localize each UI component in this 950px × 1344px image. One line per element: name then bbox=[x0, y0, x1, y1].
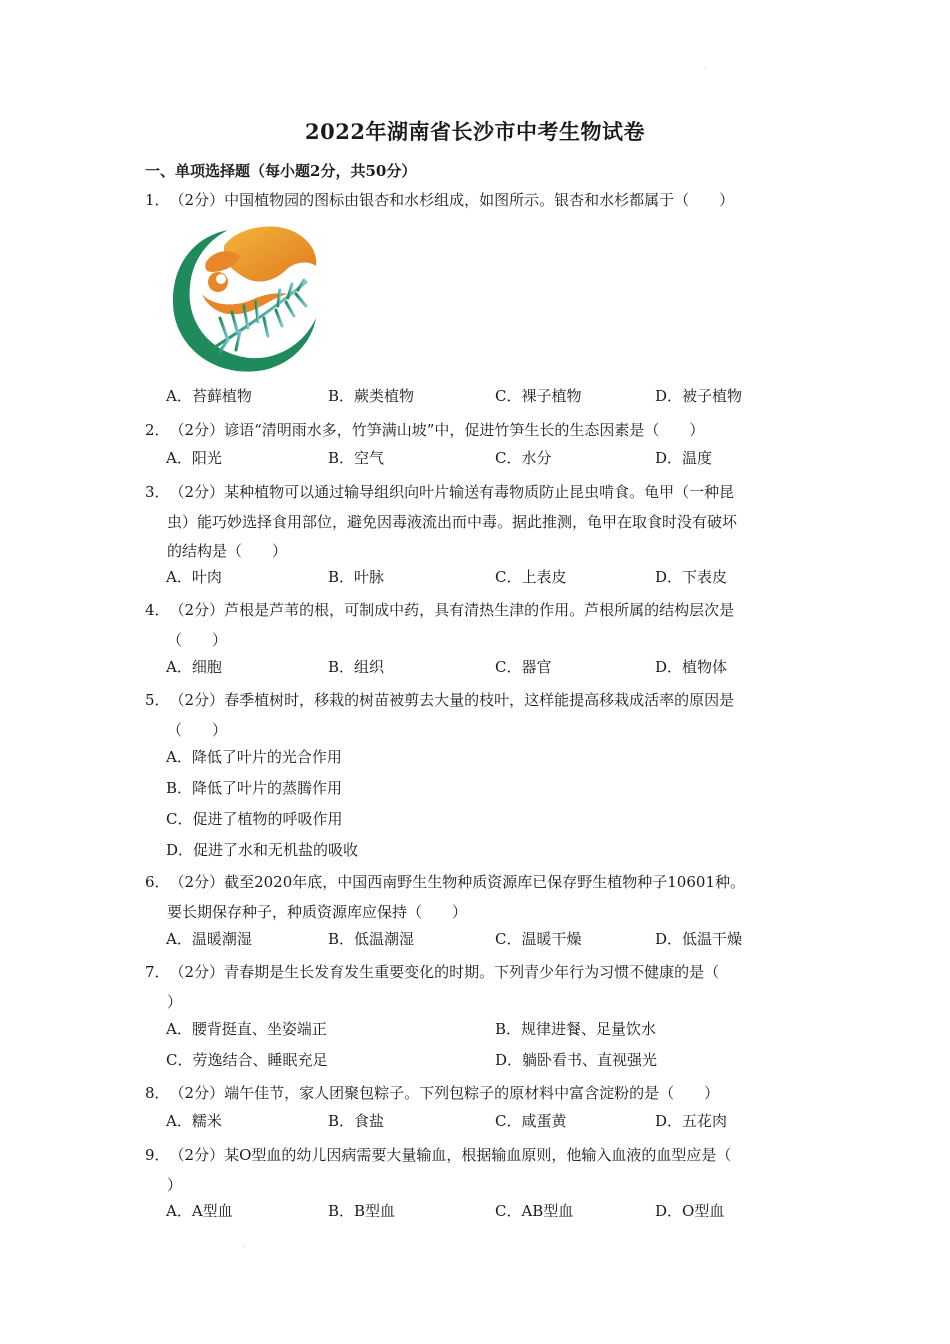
option-d[interactable]: D．下表皮 bbox=[655, 568, 728, 586]
option-c[interactable]: C．温暖干燥 bbox=[495, 930, 582, 948]
option-a[interactable]: A．降低了叶片的光合作用 bbox=[166, 748, 342, 766]
option-c[interactable]: C．劳逸结合、睡眠充足 bbox=[166, 1051, 328, 1069]
question-4-options bbox=[166, 656, 816, 686]
question-number: 3． bbox=[145, 483, 170, 501]
question-number: 5． bbox=[145, 691, 170, 709]
question-number: 6． bbox=[145, 873, 170, 891]
option-a[interactable]: A．A型血 bbox=[166, 1202, 233, 1220]
option-c[interactable]: C．上表皮 bbox=[495, 568, 567, 586]
question-5 bbox=[145, 686, 810, 745]
question-text: （2分）中国植物园的图标由银杏和水杉组成，如图所示。银杏和水杉都属于（ ） bbox=[169, 191, 735, 209]
question-text-cont: 要长期保存种子，种质资源库应保持（ ） bbox=[167, 902, 468, 921]
question-text-cont: ） bbox=[167, 992, 183, 1011]
option-d[interactable]: D．植物体 bbox=[655, 658, 728, 676]
question-6-options bbox=[166, 928, 816, 958]
question-8-options bbox=[166, 1110, 816, 1140]
option-a[interactable]: A．叶肉 bbox=[166, 568, 222, 586]
option-b[interactable]: B．叶脉 bbox=[328, 568, 385, 586]
option-b[interactable]: B．B型血 bbox=[328, 1202, 396, 1220]
question-number: 1． bbox=[145, 191, 170, 209]
option-a[interactable]: A．温暖潮湿 bbox=[166, 930, 252, 948]
option-b[interactable]: B．蕨类植物 bbox=[328, 387, 415, 405]
option-c[interactable]: C．AB型血 bbox=[495, 1202, 574, 1220]
option-a[interactable]: A．腰背挺直、坐姿端正 bbox=[166, 1020, 327, 1038]
question-text-cont: （ ） bbox=[167, 630, 228, 649]
option-d[interactable]: D．躺卧看书、直视强光 bbox=[495, 1051, 658, 1069]
question-text-cont: （ ） bbox=[167, 720, 228, 739]
option-c[interactable]: C．咸蛋黄 bbox=[495, 1112, 567, 1130]
question-7-options-row-1 bbox=[166, 1018, 816, 1048]
question-text-cont: 的结构是（ ） bbox=[167, 542, 288, 560]
section-heading: 一、单项选择题（每小题2分，共50分） bbox=[145, 162, 417, 180]
option-d[interactable]: D．温度 bbox=[655, 449, 713, 467]
question-9 bbox=[145, 1141, 810, 1200]
option-a[interactable]: A．细胞 bbox=[166, 658, 222, 676]
question-4 bbox=[145, 596, 810, 655]
question-2-options bbox=[166, 447, 816, 477]
question-3-options bbox=[166, 566, 816, 596]
question-text: （2分）芦根是芦苇的根，可制成中药，具有清热生津的作用。芦根所属的结构层次是 bbox=[169, 601, 735, 619]
option-d[interactable]: D．O型血 bbox=[655, 1202, 725, 1220]
question-number: 8． bbox=[145, 1084, 170, 1102]
question-text: （2分）春季植树时，移栽的树苗被剪去大量的枝叶，这样能提高移栽成活率的原因是 bbox=[169, 691, 735, 709]
option-d[interactable]: D．低温干燥 bbox=[655, 930, 743, 948]
botanical-garden-logo-image bbox=[166, 222, 322, 378]
question-7-options-row-2 bbox=[166, 1049, 816, 1079]
question-8 bbox=[145, 1079, 810, 1109]
option-b[interactable]: B．食盐 bbox=[328, 1112, 385, 1130]
option-b[interactable]: B．规律进餐、足量饮水 bbox=[495, 1020, 657, 1038]
option-c[interactable]: C．水分 bbox=[495, 449, 552, 467]
page-title: 2022年湖南省长沙市中考生物试卷 bbox=[305, 119, 645, 144]
question-text: （2分）某种植物可以通过输导组织向叶片输送有毒物质防止昆虫啃食。龟甲（一种昆 bbox=[169, 483, 735, 501]
question-text: （2分）端午佳节，家人团聚包粽子。下列包粽子的原材料中富含淀粉的是（ ） bbox=[169, 1084, 720, 1102]
scan-speck: · bbox=[243, 1244, 245, 1251]
option-b[interactable]: B．组织 bbox=[328, 658, 385, 676]
question-3 bbox=[145, 478, 810, 567]
option-d[interactable]: D．被子植物 bbox=[655, 387, 743, 405]
option-a[interactable]: A．苔藓植物 bbox=[166, 387, 252, 405]
option-a[interactable]: A．糯米 bbox=[166, 1112, 222, 1130]
option-a[interactable]: A．阳光 bbox=[166, 449, 222, 467]
scan-speck: · bbox=[704, 66, 706, 73]
option-b[interactable]: B．空气 bbox=[328, 449, 385, 467]
option-b[interactable]: B．降低了叶片的蒸腾作用 bbox=[166, 779, 343, 797]
question-number: 4． bbox=[145, 601, 170, 619]
option-b[interactable]: B．低温潮湿 bbox=[328, 930, 415, 948]
option-c[interactable]: C．促进了植物的呼吸作用 bbox=[166, 810, 343, 828]
question-2 bbox=[145, 416, 810, 446]
question-text: （2分）截至2020年底，中国西南野生生物种质资源库已保存野生植物种子10601种。 bbox=[169, 873, 745, 891]
question-number: 9． bbox=[145, 1146, 170, 1164]
option-c[interactable]: C．器官 bbox=[495, 658, 552, 676]
question-number: 2． bbox=[145, 421, 170, 439]
question-1 bbox=[145, 186, 810, 216]
question-text: （2分）青春期是生长发育发生重要变化的时期。下列青少年行为习惯不健康的是（ bbox=[169, 963, 720, 981]
question-9-options bbox=[166, 1200, 816, 1230]
option-c[interactable]: C．裸子植物 bbox=[495, 387, 582, 405]
question-text: （2分）某O型血的幼儿因病需要大量输血，根据输血原则，他输入血液的血型应是（ bbox=[169, 1146, 732, 1164]
question-text: （2分）谚语“清明雨水多，竹笋满山坡”中，促进竹笋生长的生态因素是（ ） bbox=[169, 421, 705, 439]
question-1-options bbox=[166, 385, 816, 415]
option-d[interactable]: D．五花肉 bbox=[655, 1112, 728, 1130]
question-text-cont: 虫）能巧妙选择食用部位，避免因毒液流出而中毒。据此推测，龟甲在取食时没有破坏 bbox=[167, 512, 738, 531]
question-text-cont: ） bbox=[167, 1175, 183, 1194]
question-number: 7． bbox=[145, 963, 170, 981]
question-6 bbox=[145, 868, 810, 927]
option-d[interactable]: D．促进了水和无机盐的吸收 bbox=[166, 841, 359, 859]
question-7 bbox=[145, 958, 810, 1017]
